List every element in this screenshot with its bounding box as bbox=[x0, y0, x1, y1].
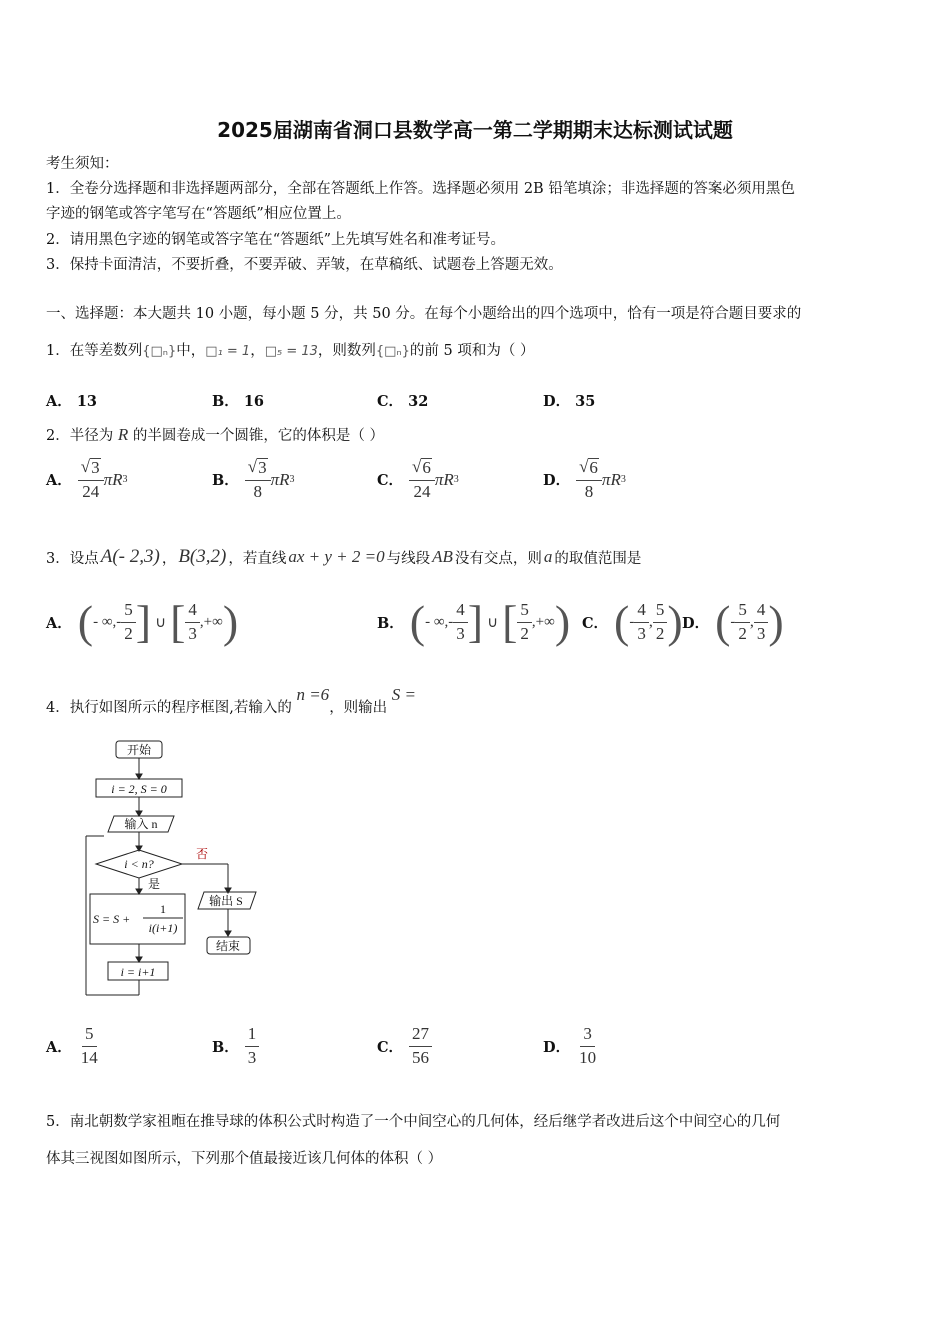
flow-assign-denominator: i(i+1) bbox=[148, 921, 178, 935]
question-3: 3． 设点 A(- 2,3) ， B(3,2) ，若直线 ax + y + 2 =0 与线段 AB 没有交点，则 a 的取值范围是 bbox=[46, 546, 642, 567]
flow-end-label: 结束 bbox=[215, 939, 241, 953]
question-1 bbox=[46, 339, 534, 360]
q1-text-5: 的前 5 项和为（ ） bbox=[409, 343, 535, 359]
flow-output-label: 输出 S bbox=[209, 894, 243, 908]
flow-increment-label: i = i+1 bbox=[120, 965, 156, 979]
q1-text-1: 在等差数列 bbox=[69, 343, 143, 359]
notice-heading: 考生须知： bbox=[46, 156, 119, 172]
q2-option-c: C． √ 6 24 πR 3 bbox=[377, 457, 459, 501]
page-title: 2025届湖南省洞口县数学高一第二学期期末达标测试试题 bbox=[217, 118, 733, 142]
question-5-line-2: 体其三视图如图所示，下列那个值最接近该几何体的体积（ ） bbox=[46, 1151, 443, 1167]
q1-text-4: ，则数列 bbox=[317, 343, 376, 359]
question-4: 4．执行如图所示的程序框图,若输入的 n =6，则输出 S = bbox=[46, 685, 417, 716]
flow-input-label: 输入 n bbox=[124, 817, 158, 831]
flow-assign-label: S = S + bbox=[93, 912, 131, 926]
q1-option-b: B． 16 bbox=[212, 393, 265, 410]
section-heading: 一、选择题：本大题共 10 小题，每小题 5 分，共 50 分。在每个小题给出的四个选项中，恰有一项是符合题目要求的 bbox=[46, 306, 802, 322]
flow-init-label: i = 2, S = 0 bbox=[111, 782, 167, 796]
flow-no-label: 否 bbox=[196, 847, 209, 861]
q4-option-c: C． $\frac{27}{56}$ bbox=[377, 1025, 432, 1067]
flow-decision-label: i < n? bbox=[124, 857, 154, 871]
q1-option-d: D． 35 bbox=[543, 393, 596, 410]
q1-text-2: 中， bbox=[176, 343, 206, 359]
q2-option-b: B． √ 3 8 πR 3 bbox=[212, 457, 295, 501]
question-2: 2．半径为 R 的半圆卷成一个圆锥，它的体积是（ ） bbox=[46, 425, 384, 444]
q4-option-a: A． $\frac{5}{14}$ bbox=[46, 1024, 98, 1067]
q3-option-d: D． ( - $\frac{5}{2}$ , $\frac{4}{3}$ ) bbox=[682, 596, 784, 647]
notice-line-1a: 1．全卷分选择题和非选择题两部分，全部在答题纸上作答。选择题必须用 2B 铅笔填涂；非选择题的答案必须用黑色 bbox=[46, 181, 795, 197]
flow-assign-numerator: 1 bbox=[160, 902, 166, 916]
flowchart bbox=[80, 735, 280, 1005]
notice-line-1b: 字迹的钢笔或答字笔写在“答题纸”相应位置上。 bbox=[46, 206, 351, 222]
q1-number: 1． bbox=[46, 343, 70, 359]
notice-line-3: 3．保持卡面清洁，不要折叠，不要弄破、弄皱，在草稿纸、试题卷上答题无效。 bbox=[46, 257, 563, 273]
q1-sequence-2: {□ₙ} bbox=[375, 344, 410, 359]
q1-option-a: A． 13 bbox=[46, 393, 98, 410]
q1-option-c: C． 32 bbox=[377, 393, 429, 410]
q1-text-3: ， bbox=[250, 343, 265, 359]
q1-condition-2: □₅ = 13 bbox=[264, 344, 318, 359]
q2-option-a: A． √ 3 24 πR 3 bbox=[46, 457, 128, 501]
q3-option-b: B． ( - ∞,- $\frac{4}{3}$ ] ∪ [ $\frac{5}{2}$ ,+∞ ) bbox=[377, 596, 571, 647]
q4-option-b: B． $\frac{1}{3}$ bbox=[212, 1025, 259, 1067]
q1-condition-1: □₁ = 1 bbox=[205, 344, 251, 359]
q3-option-a: A． ( - ∞,- $\frac{5}{2}$ ] ∪ [ $\frac{4}{3}$ ,+∞ ) bbox=[46, 596, 239, 647]
q2-option-d: D． √ 6 8 πR 3 bbox=[543, 457, 626, 501]
q1-sequence: {□ₙ} bbox=[142, 344, 177, 359]
question-5-line-1: 5．南北朝数学家祖暅在推导球的体积公式时构造了一个中间空心的几何体，经后继学者改进后这个中间空心的几何 bbox=[46, 1114, 781, 1130]
notice-line-2: 2．请用黑色字迹的钢笔或答字笔在“答题纸”上先填写姓名和准考证号。 bbox=[46, 232, 506, 248]
q3-option-c: C． ( - $\frac{4}{3}$ , $\frac{5}{2}$ ) bbox=[582, 596, 683, 647]
flow-yes-label: 是 bbox=[148, 877, 161, 891]
q4-option-d: D． $\frac{3}{10}$ bbox=[543, 1024, 597, 1067]
flow-start-label: 开始 bbox=[126, 743, 152, 757]
